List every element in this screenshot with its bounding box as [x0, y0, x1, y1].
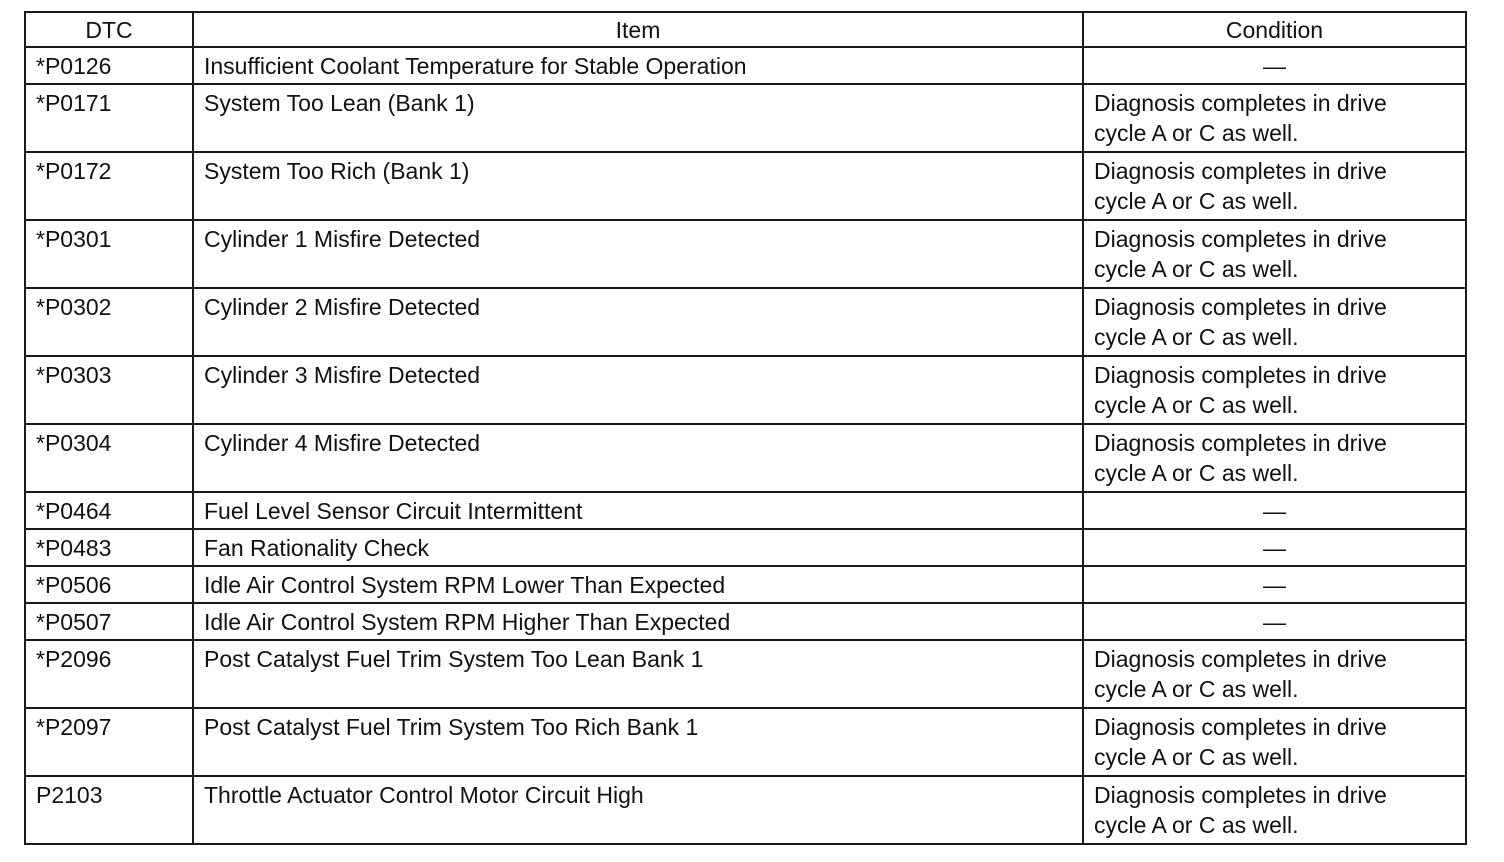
condition-cell: Diagnosis completes in drive cycle A or C as well.	[1083, 288, 1466, 356]
table-row	[25, 220, 1466, 288]
condition-cell: —	[1083, 566, 1466, 603]
table-row	[25, 47, 1466, 84]
dtc-cell: *P0171	[25, 84, 193, 152]
dtc-cell: *P0507	[25, 603, 193, 640]
condition-cell: Diagnosis completes in drive cycle A or C as well.	[1083, 640, 1466, 708]
condition-cell: Diagnosis completes in drive cycle A or C as well.	[1083, 152, 1466, 220]
table-row	[25, 152, 1466, 220]
table-row	[25, 492, 1466, 529]
dtc-cell: *P0506	[25, 566, 193, 603]
condition-cell: Diagnosis completes in drive cycle A or C as well.	[1083, 424, 1466, 492]
dtc-cell: *P2096	[25, 640, 193, 708]
item-cell: Post Catalyst Fuel Trim System Too Rich Bank 1	[193, 708, 1083, 776]
header-item: Item	[193, 12, 1083, 47]
dtc-cell: P2103	[25, 776, 193, 844]
dtc-cell: *P0302	[25, 288, 193, 356]
table-row	[25, 603, 1466, 640]
table-row	[25, 84, 1466, 152]
dtc-cell: *P0304	[25, 424, 193, 492]
header-dtc: DTC	[25, 12, 193, 47]
condition-cell: —	[1083, 529, 1466, 566]
item-cell: Cylinder 4 Misfire Detected	[193, 424, 1083, 492]
table-row	[25, 776, 1466, 844]
table-body	[25, 47, 1466, 844]
table-row	[25, 708, 1466, 776]
condition-cell: Diagnosis completes in drive cycle A or C as well.	[1083, 776, 1466, 844]
item-cell: Idle Air Control System RPM Higher Than Expected	[193, 603, 1083, 640]
table-row	[25, 288, 1466, 356]
dtc-cell: *P0172	[25, 152, 193, 220]
dtc-cell: *P0483	[25, 529, 193, 566]
item-cell: Idle Air Control System RPM Lower Than Expected	[193, 566, 1083, 603]
item-cell: Fuel Level Sensor Circuit Intermittent	[193, 492, 1083, 529]
condition-cell: Diagnosis completes in drive cycle A or C as well.	[1083, 708, 1466, 776]
item-cell: Insufficient Coolant Temperature for Stable Operation	[193, 47, 1083, 84]
table-row	[25, 356, 1466, 424]
condition-cell: Diagnosis completes in drive cycle A or C as well.	[1083, 356, 1466, 424]
item-cell: Cylinder 1 Misfire Detected	[193, 220, 1083, 288]
condition-cell: —	[1083, 47, 1466, 84]
item-cell: System Too Rich (Bank 1)	[193, 152, 1083, 220]
condition-cell: —	[1083, 603, 1466, 640]
dtc-cell: *P0303	[25, 356, 193, 424]
table-row	[25, 640, 1466, 708]
header-condition: Condition	[1083, 12, 1466, 47]
dtc-table	[24, 11, 1467, 845]
item-cell: Throttle Actuator Control Motor Circuit High	[193, 776, 1083, 844]
dtc-cell: *P0301	[25, 220, 193, 288]
item-cell: Fan Rationality Check	[193, 529, 1083, 566]
dtc-cell: *P0126	[25, 47, 193, 84]
condition-cell: Diagnosis completes in drive cycle A or C as well.	[1083, 84, 1466, 152]
item-cell: Post Catalyst Fuel Trim System Too Lean Bank 1	[193, 640, 1083, 708]
item-cell: System Too Lean (Bank 1)	[193, 84, 1083, 152]
table-row	[25, 424, 1466, 492]
table-row	[25, 566, 1466, 603]
dtc-cell: *P2097	[25, 708, 193, 776]
condition-cell: —	[1083, 492, 1466, 529]
header-row	[25, 12, 1466, 47]
dtc-cell: *P0464	[25, 492, 193, 529]
condition-cell: Diagnosis completes in drive cycle A or C as well.	[1083, 220, 1466, 288]
table-row	[25, 529, 1466, 566]
item-cell: Cylinder 3 Misfire Detected	[193, 356, 1083, 424]
item-cell: Cylinder 2 Misfire Detected	[193, 288, 1083, 356]
